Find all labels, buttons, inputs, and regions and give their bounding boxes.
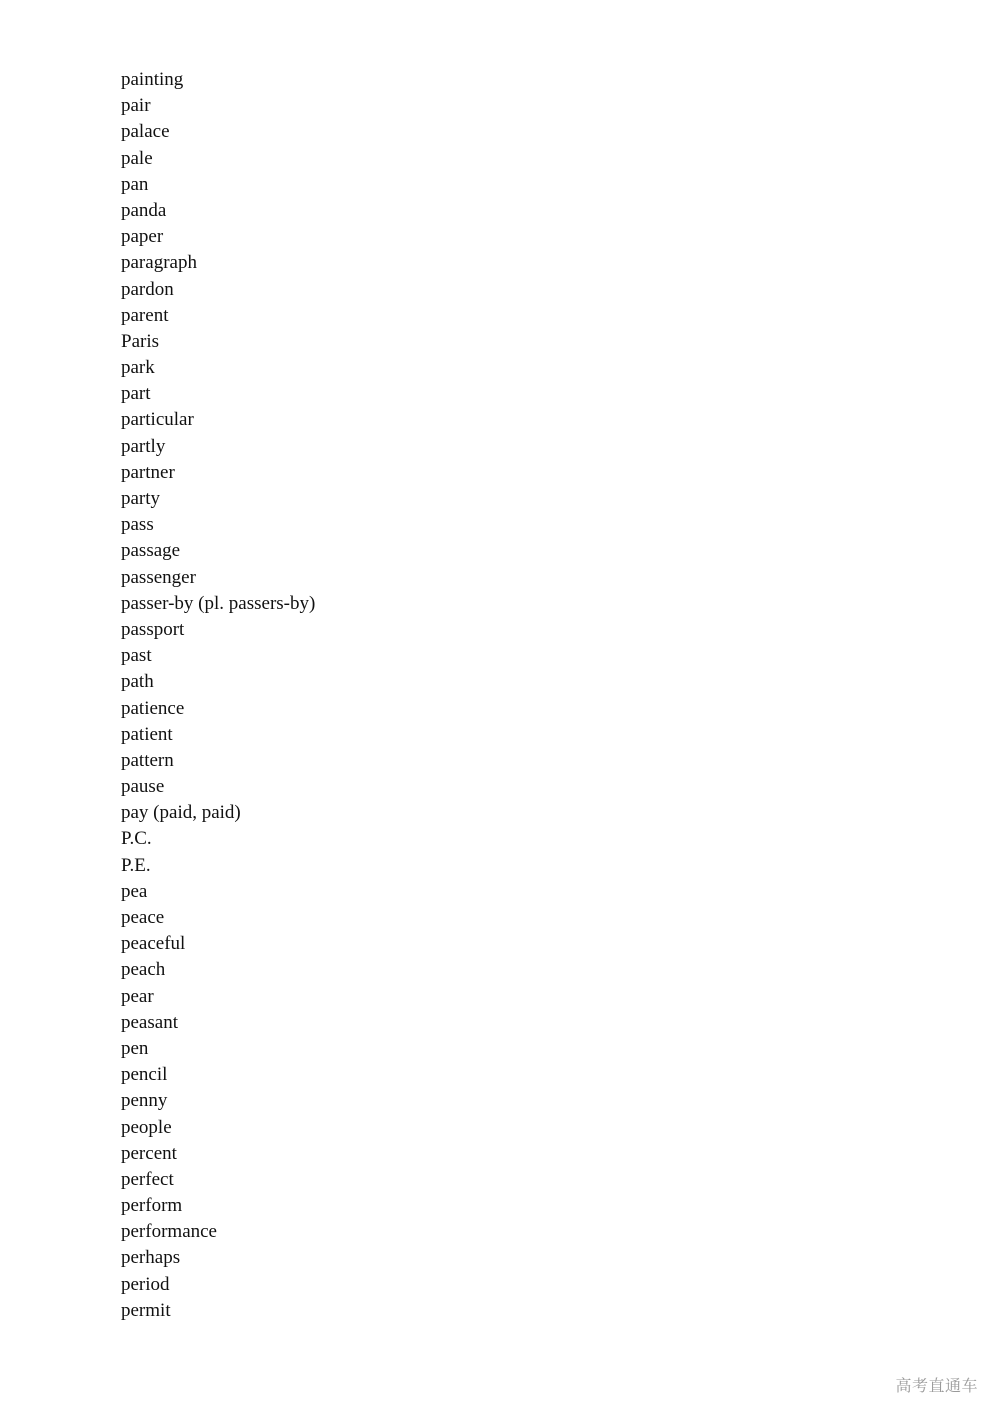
word-list-item: pear bbox=[121, 985, 154, 1007]
word-list-item: path bbox=[121, 671, 154, 693]
word-list-item: pale bbox=[121, 147, 153, 169]
word-list-item: paper bbox=[121, 226, 164, 248]
word-list-item: pattern bbox=[121, 749, 174, 771]
word-list-item: perhaps bbox=[121, 1247, 181, 1269]
word-list-item: permit bbox=[121, 1299, 171, 1321]
word-list-item: pay (paid, paid) bbox=[121, 802, 241, 824]
word-list-item: passport bbox=[121, 618, 185, 640]
word-list-item: pause bbox=[121, 776, 165, 798]
word-list-item: perfect bbox=[121, 1168, 174, 1190]
word-list-item: party bbox=[121, 488, 161, 509]
word-list-item: pair bbox=[121, 95, 151, 117]
word-list-item: P.E. bbox=[121, 854, 151, 876]
word-list-item: pardon bbox=[121, 278, 174, 300]
word-list-item: particular bbox=[121, 409, 194, 431]
word-list-item: patient bbox=[121, 723, 173, 745]
word-list-item: panda bbox=[121, 199, 167, 221]
word-list-item: palace bbox=[121, 121, 170, 143]
word-list-item: pan bbox=[121, 173, 149, 195]
word-list-item: peace bbox=[121, 907, 165, 928]
word-list-item: pen bbox=[121, 1037, 149, 1059]
word-list-item: past bbox=[121, 645, 152, 667]
word-list-item: perform bbox=[121, 1195, 183, 1217]
word-list-item: park bbox=[121, 357, 155, 379]
word-list-item: pea bbox=[121, 880, 148, 902]
word-list-item: peach bbox=[121, 959, 166, 981]
word-list-item: pass bbox=[121, 514, 154, 536]
word-list-item: partner bbox=[121, 461, 175, 483]
word-list bbox=[121, 67, 315, 1324]
word-list-item: peaceful bbox=[121, 933, 186, 955]
word-list-item: passage bbox=[121, 540, 181, 562]
word-list-item: paragraph bbox=[121, 252, 197, 274]
word-list-item: peasant bbox=[121, 1011, 178, 1033]
watermark: 高考直通车 bbox=[895, 1376, 978, 1395]
word-list-item: passer-by (pl. passers-by) bbox=[121, 592, 316, 614]
word-list-item: parent bbox=[121, 304, 169, 326]
word-list-item: penny bbox=[121, 1090, 168, 1112]
word-list-item: P.C. bbox=[121, 828, 152, 850]
word-list-item: performance bbox=[121, 1221, 217, 1243]
word-list-item: patience bbox=[121, 697, 185, 719]
word-list-item: partly bbox=[121, 435, 166, 457]
word-list-item: period bbox=[121, 1273, 170, 1295]
word-list-item: Paris bbox=[121, 330, 159, 352]
word-list-item: painting bbox=[121, 69, 184, 90]
word-list-item: passenger bbox=[121, 566, 196, 588]
word-list-item: pencil bbox=[121, 1064, 168, 1086]
word-list-item: part bbox=[121, 383, 151, 405]
word-list-item: people bbox=[121, 1116, 172, 1138]
word-list-item: percent bbox=[121, 1142, 177, 1164]
